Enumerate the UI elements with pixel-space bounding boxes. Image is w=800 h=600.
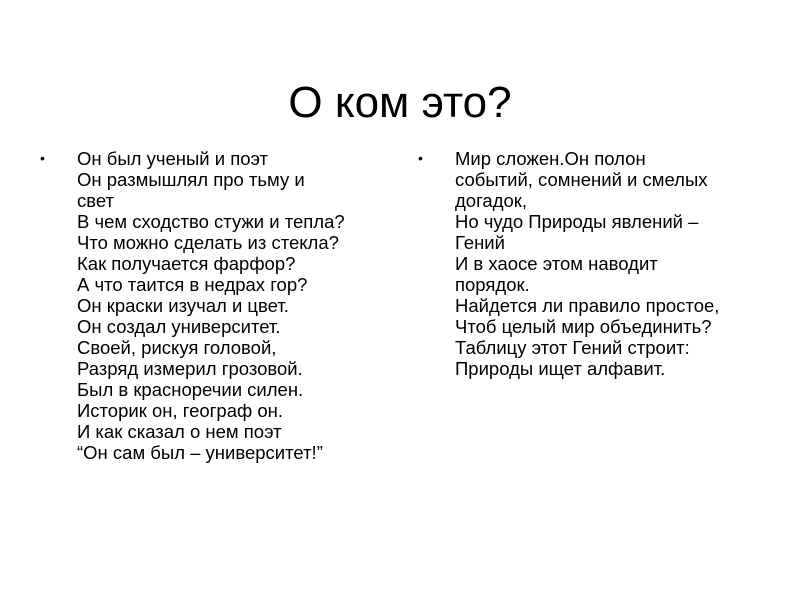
poem-line: догадок,: [455, 190, 528, 211]
poem-line: свет: [77, 190, 115, 211]
poem-line: Природы ищет алфавит.: [455, 358, 666, 379]
poem-line: Он краски изучал и цвет.: [77, 295, 289, 316]
right-poem-column: [418, 148, 768, 379]
poem-line: Но чудо Природы явлений –: [455, 211, 699, 232]
poem-line: Историк он, географ он.: [77, 400, 283, 421]
poem-line: Как получается фарфор?: [77, 253, 296, 274]
poem-line: Он размышлял про тьму и: [77, 169, 305, 190]
poem-line: И как сказал о нем поэт: [77, 421, 282, 442]
poem-line: Что можно сделать из стекла?: [77, 232, 339, 253]
poem-line: Он был ученый и поэт: [77, 148, 269, 169]
poem-line: Чтоб целый мир объединить?: [455, 316, 712, 337]
poem-line: Гений: [455, 232, 505, 253]
poem-line: порядок.: [455, 274, 530, 295]
poem-line: Мир сложен.Он полон: [455, 148, 646, 169]
right-poem-text: [455, 148, 768, 379]
poem-line: Он создал университет.: [77, 316, 281, 337]
poem-line: Был в красноречии силен.: [77, 379, 304, 400]
poem-line: Разряд измерил грозовой.: [77, 358, 303, 379]
left-poem-text: [77, 148, 400, 463]
poem-line: Найдется ли правило простое,: [455, 295, 720, 316]
poem-line: В чем сходство стужи и тепла?: [77, 211, 345, 232]
poem-line: Своей, рискуя головой,: [77, 337, 277, 358]
poem-line: А что таится в недрах гор?: [77, 274, 308, 295]
poem-line: “Он сам был – университет!”: [77, 442, 323, 463]
poem-line: И в хаосе этом наводит: [455, 253, 658, 274]
poem-line: Таблицу этот Гений строит:: [455, 337, 690, 358]
bullet-icon: •: [418, 150, 423, 166]
left-poem-column: [40, 148, 400, 463]
slide-title: О ком это?: [288, 78, 512, 128]
poem-line: событий, сомнений и смелых: [455, 169, 708, 190]
bullet-icon: •: [40, 150, 45, 166]
